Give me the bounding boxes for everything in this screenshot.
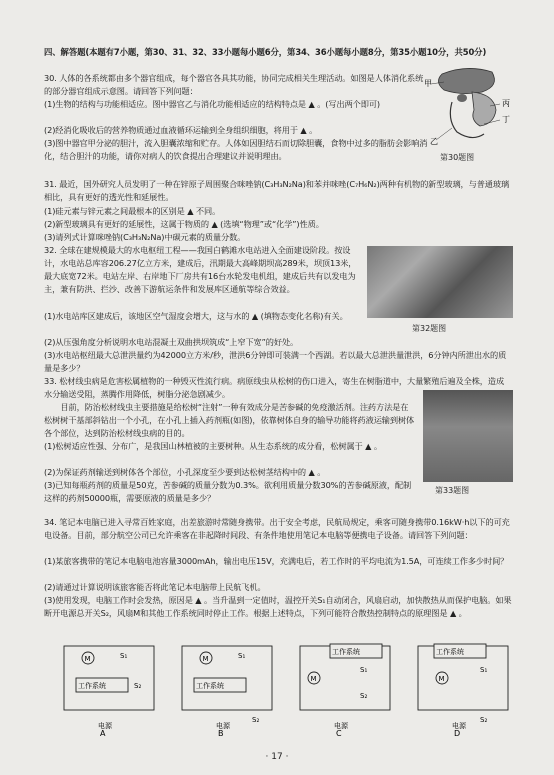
label-bing: 丙	[502, 99, 510, 108]
svg-text:S₂: S₂	[480, 716, 488, 724]
q32-stem: 32. 全球在建规模最大的水电枢纽工程——我国白鹤滩水电站进入全面建设阶段。按设计，水电站总库容206.27亿立方米，建成后，汛期最大高峰期坝高289米，坝顶13米，最大底宽72米。电站左岸、右岸地下厂房共有16台水轮发电机组，建成后共有以发电为主，兼有防洪、拦沙、改善下游航运条件和发展库区通航等综合效益。	[44, 245, 357, 294]
svg-text:S₁: S₁	[480, 666, 488, 674]
svg-text:B: B	[218, 729, 224, 736]
svg-text:M: M	[84, 655, 91, 663]
svg-text:S₂: S₂	[252, 716, 260, 724]
q31-stem: 31. 最近，国外研究人员发明了一种在锌原子周围聚合咪唑钠(C₃H₃N₂Na)和苯并咪唑(C₇H₆N₂)两种有机物的新型玻璃，与普通玻璃相比，具有更好的透光性和延展性。	[44, 179, 510, 202]
circuit-diagrams	[58, 636, 518, 736]
svg-text:M: M	[438, 675, 445, 683]
svg-text:C: C	[336, 729, 342, 736]
label-ding: 丁	[502, 115, 510, 124]
q34-part3: (3)使用发现，电脑工作时会发热，原因是 ▲ 。当升温到一定值时，温控开关S₁自动闭合，风扇启动，加快散热从而保护电脑。如果断开电源总开关S₂，风扇M和其他工作系统同时停止工作。根据上述特点，下列可能符合散热控制特点的原理图是 ▲ 。	[44, 595, 512, 618]
svg-text:电源: 电源	[452, 722, 466, 730]
q32-part1: (1)水电站库区建成后，该地区空气湿度会增大，这与水的 ▲ (填物态变化名称)有关。	[44, 311, 348, 321]
q34-part1: (1)某旅客携带的笔记本电脑电池容量3000mAh，输出电压15V，充满电后，若工作时的平均电流为1.5A，可连续工作多少时间？	[44, 556, 509, 566]
svg-text:电源: 电源	[334, 722, 348, 730]
svg-text:A: A	[100, 729, 106, 736]
svg-text:电源: 电源	[216, 722, 230, 730]
svg-text:S₁: S₁	[360, 666, 368, 674]
q34-stem: 34. 笔记本电脑已进入寻常百姓家庭，出差旅游时常随身携带。出于安全考虑，民航局规定，乘客可随身携带0.16kW·h以下的可充电设备。目前，部分航空公司已允许乘客在非起降时间段、有条件地使用笔记本电脑等便携电子设备。请回答下列问题：	[44, 517, 510, 540]
circuit-d	[418, 644, 508, 736]
q32-part2: (2)从压强角度分析说明水电站混凝土双曲拱坝筑成“上窄下宽”的好处。	[44, 337, 299, 347]
page-number: · 17 ·	[265, 752, 289, 762]
q33-part3: (3)已知每瓶药剂的质量是50克，苦参碱的质量分数为0.3%。欲利用质量分数30%的苦参碱原液，配制这样的药剂50000瓶，需要原液的质量是多少？	[44, 480, 412, 503]
q30-part2: (2)经消化吸收后的营养物质通过血液循环运输到全身组织细胞，将用于 ▲ 。	[44, 125, 318, 135]
q30-part3: (3)图中器官甲分泌的胆汁，流入胆囊浓缩和贮存。人体如因胆结石而切除胆囊，食物中过多的脂肪会影响消化，结合胆汁的功能，请你对病人的饮食提出合理建议并说明理由。	[44, 138, 428, 161]
svg-text:M: M	[310, 675, 317, 683]
q31-part1: (1)硅元素与锌元素之间最根本的区别是 ▲ 不同。	[44, 206, 221, 216]
q33-part1: (1)松树适应性强、分布广，是我国山林植被的主要树种。从生态系统的成分看，松树属于 ▲ 。	[44, 441, 382, 451]
svg-text:S₂: S₂	[360, 692, 368, 700]
svg-text:工作系统: 工作系统	[78, 682, 106, 690]
q30-stem: 30. 人体的各系统都由多个器官组成，每个器官各具其功能，协同完成相关生理活动。如图是人体消化系统的部分器官组成示意图。请回答下列问题：	[44, 73, 424, 96]
q34-part2: (2)请通过计算说明该旅客能否将此笔记本电脑带上民航飞机。	[44, 582, 266, 592]
svg-text:S₂: S₂	[134, 682, 142, 690]
svg-text:S₁: S₁	[120, 652, 128, 660]
fig32-caption: 第32题图	[412, 324, 447, 333]
fig30-caption: 第30题图	[440, 153, 475, 162]
q33-stem: 33. 松材线虫病是危害松属植物的一种毁灭性流行病。病原线虫从松树的伤口进入，寄生在树脂道中，大量繁殖后遍及全株，造成水分输送受阻，蒸腾作用降低，树脂分泌急剧减少。	[44, 376, 505, 399]
label-jia: 甲	[424, 79, 432, 88]
q33-para2: 目前，防治松材线虫主要措施是给松树“注射”一种有效成分是苦参碱的免疫激活剂。注药方法是在松树树干基部斜钻出一个小孔，在小孔上插入药剂瓶(如图)，依靠树体自身的输导功能将药液运输到树体各个部位，达到防治松材线虫病的目的。	[44, 402, 415, 438]
svg-text:M: M	[202, 655, 209, 663]
circuit-b	[182, 646, 272, 736]
svg-text:S₁: S₁	[238, 652, 246, 660]
q33-part2: (2)为保证药剂输送到树体各个部位，小孔深度至少要到达松树茎结构中的 ▲ 。	[44, 467, 326, 477]
dam-photo	[367, 246, 513, 318]
svg-text:D: D	[454, 729, 461, 736]
circuit-c	[300, 644, 390, 736]
digestive-system-figure	[422, 62, 517, 152]
circuit-a	[64, 646, 154, 736]
svg-text:工作系统: 工作系统	[332, 648, 360, 656]
q30-part1: (1)生物的结构与功能相适应。图中器官乙与消化功能相适应的结构特点是 ▲ 。(写出两个即可)	[44, 99, 381, 109]
q32-part3: (3)水电站枢纽最大总泄洪量约为42000立方米/秒，泄洪6分钟即可装满一个西湖。若以最大总泄洪量泄洪，6分钟内所泄出水的质量是多少？	[44, 350, 507, 373]
label-yi: 乙	[430, 137, 438, 146]
fig33-caption: 第33题图	[435, 486, 470, 495]
svg-text:工作系统: 工作系统	[196, 682, 224, 690]
q31-part3: (3)请列式计算咪唑钠(C₃H₃N₂Na)中碳元素的质量分数。	[44, 232, 246, 242]
svg-text:电源: 电源	[98, 722, 112, 730]
pine-tree-photo	[423, 390, 513, 482]
section-header: 四、解答题(本题有7小题，第30、31、32、33小题每小题6分，第34、36小题每小题8分，第35小题10分，共50分)	[44, 47, 487, 57]
svg-text:工作系统: 工作系统	[436, 648, 464, 656]
q31-part2: (2)新型玻璃具有更好的延展性，这属于物质的 ▲ (选填“物理”或“化学”)性质。	[44, 219, 324, 229]
